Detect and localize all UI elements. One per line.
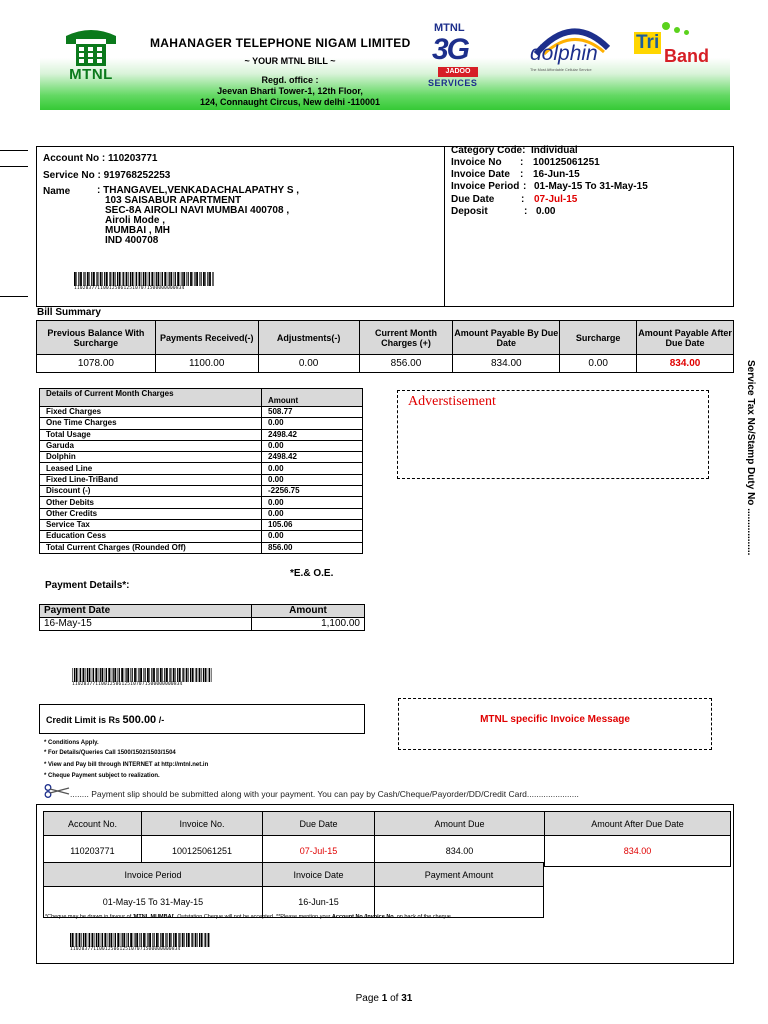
note: * View and Pay bill through INTERNET at http://mtnl.net.in <box>44 762 209 768</box>
address-line: 103 SAISABUR APARTMENT <box>105 195 242 206</box>
slip-value: 16-Jun-15 <box>263 887 375 918</box>
details-label: One Time Charges <box>40 418 262 429</box>
details-row <box>40 452 363 463</box>
details-label: Garuda <box>40 440 262 451</box>
slip-header: Payment Amount <box>375 863 544 887</box>
page-footer <box>0 993 768 1004</box>
slip-header: Due Date <box>263 812 375 836</box>
scissors-icon <box>44 784 70 798</box>
fold-mark <box>0 150 28 151</box>
colon: : <box>523 181 527 192</box>
advertisement-label: Adverstisement <box>408 394 496 409</box>
slip-header: Account No. <box>44 812 142 836</box>
summary-header: Payments Received(-) <box>155 321 258 355</box>
details-label: Discount (-) <box>40 486 262 497</box>
office-address-line1: Jeevan Bharti Tower-1, 12th Floor, <box>217 86 363 96</box>
details-row <box>40 474 363 485</box>
summary-value: 0.00 <box>560 355 637 373</box>
details-label: Total Current Charges (Rounded Off) <box>40 542 262 553</box>
frame-divider <box>444 146 445 307</box>
company-name: MAHANAGER TELEPHONE NIGAM LIMITED <box>150 36 411 50</box>
page-of: of <box>387 993 402 1004</box>
details-value: 0.00 <box>262 418 363 429</box>
slip-header: Invoice Date <box>263 863 375 887</box>
invoice-no-value: 100125061251 <box>533 157 600 168</box>
details-value: 0.00 <box>262 463 363 474</box>
details-row <box>40 497 363 508</box>
page-label: Page <box>355 993 382 1004</box>
payment-slip-table-1 <box>43 811 731 867</box>
summary-header: Previous Balance With Surcharge <box>37 321 156 355</box>
summary-value: 1100.00 <box>155 355 258 373</box>
slip-value: 834.00 <box>375 836 545 867</box>
details-row <box>40 429 363 440</box>
customer-name: : THANGAVEL,VENKADACHALAPATHY S , <box>97 185 300 196</box>
details-label: Other Debits <box>40 497 262 508</box>
triband-band: Band <box>664 46 709 66</box>
details-value: -2256.75 <box>262 486 363 497</box>
slip-amount-after-due: 834.00 <box>545 836 731 867</box>
slip-value: 01-May-15 To 31-May-15 <box>44 887 263 918</box>
address-line: Airoli Mode , <box>105 215 165 226</box>
details-row <box>40 508 363 519</box>
triband-logo <box>632 22 722 72</box>
cheque-note-part: Account No./Invoice No. <box>331 914 396 920</box>
note: * For Details/Queries Call 1500/1502/1503/1504 <box>44 750 176 756</box>
due-date-value: 07-Jul-15 <box>534 194 578 205</box>
details-label: Leased Line <box>40 463 262 474</box>
summary-value-after-due: 834.00 <box>637 355 734 373</box>
details-value: 0.00 <box>262 497 363 508</box>
address-line: SEC-8A AIROLI NAVI MUMBAI 400708 , <box>105 205 290 216</box>
invoice-message: MTNL specific Invoice Message <box>480 714 630 725</box>
details-row <box>40 519 363 530</box>
slip-header: Amount Due <box>375 812 545 836</box>
note: * Cheque Payment subject to realization. <box>44 773 160 779</box>
details-row <box>40 542 363 553</box>
payment-amount: 1,100.00 <box>252 618 365 631</box>
triband-dot-icon <box>674 27 680 33</box>
payment-slip-note: ........ Payment slip should be submitted along with your payment. You can pay by Cash/Cheque/Payorder/DD/Credit Card...................... <box>70 789 579 799</box>
payment-details-title: Payment Details*: <box>45 580 130 591</box>
payment-slip-table-2 <box>43 862 544 918</box>
mtnl3g-big: 3G <box>432 33 469 66</box>
barcode-digits: 11020377110012506125107071500000000834 <box>70 947 181 952</box>
bill-summary-title: Bill Summary <box>37 307 101 318</box>
details-row <box>40 531 363 542</box>
slip-header: Invoice No. <box>142 812 263 836</box>
details-row <box>40 407 363 418</box>
summary-header: Amount Payable After Due Date <box>637 321 734 355</box>
regd-office-label: Regd. office : <box>261 75 319 85</box>
details-title: Details of Current Month Charges <box>40 389 262 407</box>
summary-header: Amount Payable By Due Date <box>453 321 560 355</box>
barcode-digits: 11020377110012506125107071500000000834 <box>72 682 183 687</box>
summary-header: Surcharge <box>560 321 637 355</box>
details-label: Total Usage <box>40 429 262 440</box>
barcode-icon <box>74 272 214 286</box>
category-code-value: Individual <box>531 145 578 156</box>
account-number: Account No : 110203771 <box>43 153 158 164</box>
details-value: 0.00 <box>262 508 363 519</box>
summary-header: Adjustments(-) <box>258 321 359 355</box>
services-label: SERVICES <box>428 78 478 88</box>
account-barcode <box>74 272 214 291</box>
details-row <box>40 463 363 474</box>
note: * Conditions Apply. <box>44 740 99 746</box>
page-total: 31 <box>401 993 413 1004</box>
invoice-message-box <box>398 698 712 750</box>
details-row <box>40 418 363 429</box>
fold-mark <box>0 166 28 167</box>
summary-value: 0.00 <box>258 355 359 373</box>
deposit-value: 0.00 <box>536 206 556 217</box>
note-text: Conditions Apply. <box>48 740 99 746</box>
office-address-line2: 124, Connaught Circus, New delhi -110001 <box>199 97 381 107</box>
colon: : <box>520 157 524 168</box>
note-text: Cheque Payment subject to realization. <box>48 773 160 779</box>
amount-header: Amount <box>262 389 363 407</box>
colon: : <box>520 169 524 180</box>
payment-amount-header: Amount <box>252 605 365 618</box>
summary-value: 1078.00 <box>37 355 156 373</box>
details-value: 0.00 <box>262 531 363 542</box>
details-value: 2498.42 <box>262 452 363 463</box>
summary-header: Current Month Charges (+) <box>359 321 453 355</box>
details-row <box>40 440 363 451</box>
triband-dot-icon <box>662 22 670 30</box>
summary-value: 834.00 <box>453 355 560 373</box>
cheque-note <box>45 914 452 920</box>
payment-date: 16-May-15 <box>40 618 252 631</box>
cheque-note-part: *Cheque may be drawn in favour of ' <box>45 914 134 920</box>
credit-limit-text <box>46 714 164 726</box>
cheque-payee: MTNL MUMBAI <box>133 914 174 920</box>
slip-due-date: 07-Jul-15 <box>263 836 375 867</box>
credit-limit-box <box>39 704 365 734</box>
details-label: Service Tax <box>40 519 262 530</box>
dolphin-wordmark: dolphin <box>530 42 598 65</box>
payment-details-table <box>39 604 365 631</box>
dolphin-tagline: The Most Affordable Cellular Service <box>530 68 592 72</box>
details-label: Education Cess <box>40 531 262 542</box>
invoice-date-value: 16-Jun-15 <box>533 169 580 180</box>
invoice-no-label: Invoice No <box>451 157 502 168</box>
slip-value: 100125061251 <box>142 836 263 867</box>
dolphin-logo <box>530 18 612 80</box>
service-number: Service No : 919768252253 <box>43 170 171 181</box>
details-label: Fixed Charges <box>40 407 262 418</box>
details-value: 2498.42 <box>262 429 363 440</box>
details-label: Fixed Line-TriBand <box>40 474 262 485</box>
eoe-note: *E.& O.E. <box>290 568 334 579</box>
details-label: Dolphin <box>40 452 262 463</box>
cheque-note-part: on back of the cheque. <box>395 914 453 920</box>
note-text: For Details/Queries Call 1500/1502/1503/1504 <box>48 750 176 756</box>
invoice-period-label: Invoice Period <box>451 181 520 192</box>
page-number: 1 <box>381 993 388 1004</box>
slip-value: 110203771 <box>44 836 142 867</box>
address-line: MUMBAI , MH <box>105 225 170 236</box>
bill-summary-table <box>36 320 734 373</box>
due-date-label: Due Date <box>451 194 495 205</box>
credit-limit-suffix: /- <box>158 715 165 725</box>
mid-barcode <box>72 668 212 687</box>
triband-tri: Tri <box>636 32 660 53</box>
cheque-note-part: '. Outstation Cheque will not be accepted. **Please mention your <box>173 914 332 920</box>
details-value: 856.00 <box>262 542 363 553</box>
details-value: 0.00 <box>262 474 363 485</box>
details-value: 105.06 <box>262 519 363 530</box>
details-row <box>40 486 363 497</box>
details-value: 508.77 <box>262 407 363 418</box>
note-text: View and Pay bill through INTERNET at http://mtnl.net.in <box>48 762 209 768</box>
invoice-period-value: 01-May-15 To 31-May-15 <box>534 181 648 192</box>
colon: : <box>521 194 525 205</box>
colon: : <box>524 206 528 217</box>
details-value: 0.00 <box>262 440 363 451</box>
mtnl-logo-text: MTNL <box>69 66 113 83</box>
barcode-digits: 11020377110012506125107071500000000834 <box>74 286 185 291</box>
barcode-icon <box>70 933 210 947</box>
address-line: IND 400708 <box>105 235 159 246</box>
charges-details-table <box>39 388 363 554</box>
summary-value: 856.00 <box>359 355 453 373</box>
category-code-label: Category Code: <box>451 145 526 156</box>
invoice-date-label: Invoice Date <box>451 169 510 180</box>
mtnl3g-label: MTNL <box>434 22 465 34</box>
jadoo-badge: JADOO <box>438 67 478 77</box>
name-label: Name <box>43 186 71 197</box>
fold-mark <box>0 296 28 297</box>
mtnl-3g-jadoo-logo <box>428 20 494 90</box>
slip-header: Invoice Period <box>44 863 263 887</box>
barcode-icon <box>72 668 212 682</box>
credit-limit-prefix: Credit Limit is Rs <box>46 715 121 725</box>
deposit-label: Deposit <box>451 206 488 217</box>
advertisement-box <box>397 390 709 479</box>
slip-barcode <box>70 933 210 952</box>
triband-dot-icon <box>684 30 689 35</box>
bill-title: ~ YOUR MTNL BILL ~ <box>244 56 336 66</box>
payment-amount-field[interactable] <box>375 887 544 918</box>
service-tax-stamp-text: Service Tax No/Stamp Duty No ................. <box>745 360 756 556</box>
slip-header: Amount After Due Date <box>545 812 731 836</box>
payment-date-header: Payment Date <box>40 605 252 618</box>
credit-limit-value: 500.00 <box>122 714 157 726</box>
details-label: Other Credits <box>40 508 262 519</box>
